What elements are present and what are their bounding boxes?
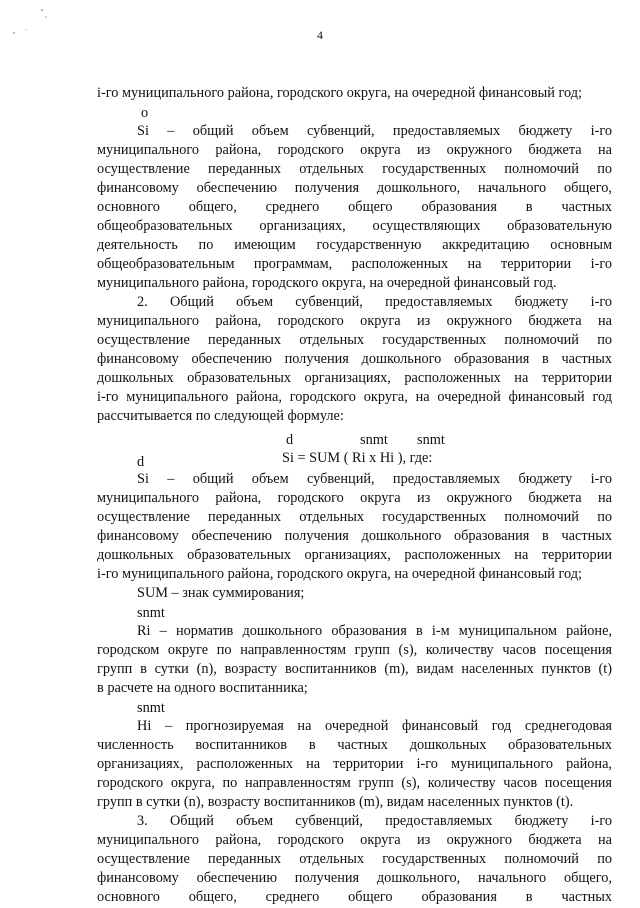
text-line: организациях, расположенных на территории i-го муниципального района, (97, 756, 612, 772)
text-line: i-го муниципального района, городского округа, на очередной финансовый год; (97, 566, 582, 582)
formula-body: Si = SUM ( Ri x Hi ), где: (282, 450, 433, 466)
text-line: snmt (137, 605, 165, 621)
text-line: муниципального района, городского округа из окружного бюджета на (97, 313, 612, 329)
text-line: муниципального района, городского округа из окружного бюджета на (97, 490, 612, 506)
text-line: осуществление переданных отдельных государственных полномочий по (97, 851, 612, 867)
text-line: городском округе по направленностям групп (s), количеству часов посещения (97, 642, 612, 658)
text-line: Si – общий объем субвенций, предоставляемых бюджету i-го (137, 123, 612, 139)
text-line: осуществление переданных отдельных государственных полномочий по (97, 509, 612, 525)
text-line: Ri – норматив дошкольного образования в i-м муниципальном районе, (137, 623, 612, 639)
text-line: i-го муниципального района, городского округа, на очередной финансовый год; (97, 85, 582, 101)
text-line: рассчитывается по следующей формуле: (97, 408, 344, 424)
text-line: snmt (137, 700, 165, 716)
text-line: финансовому обеспечению получения дошкольного, начального общего, (97, 180, 612, 196)
page-number: 4 (317, 28, 323, 42)
text-line: дошкольных образовательных организациях, расположенных на территории (97, 370, 612, 386)
text-line: дошкольных образовательных организациях, расположенных на территории (97, 547, 612, 563)
text-line: Si – общий объем субвенций, предоставляемых бюджету i-го (137, 471, 612, 487)
text-line: d (137, 454, 145, 470)
formula-sup-snmt-r: snmt (360, 432, 388, 448)
text-line: финансовому обеспечению получения дошкольного образования в частных (97, 528, 612, 544)
text-line: SUM – знак суммирования; (137, 585, 305, 601)
text-line: Hi – прогнозируемая на очередной финансовый год среднегодовая (137, 718, 612, 734)
text-line: городского округа, по направленностям групп (s), количеству часов посещения (97, 775, 612, 791)
text-line: общеобразовательным программам, расположенных на территории i-го (97, 256, 612, 272)
text-line: муниципального района, городского округа из окружного бюджета на (97, 142, 612, 158)
text-line: муниципального района, городского округа, на очередной финансовый год. (97, 275, 557, 291)
text-line: групп в сутки (n), возрасту воспитанников (m), видам населенных пунктов (t) (97, 661, 612, 677)
text-line: 2. Общий объем субвенций, предоставляемых бюджету i-го (137, 294, 612, 310)
text-line: финансовому обеспечению получения дошкольного образования в частных (97, 351, 612, 367)
text-line: муниципального района, городского округа из окружного бюджета на (97, 832, 612, 848)
text-line: финансовому обеспечению получения дошкольного, начального общего, (97, 870, 612, 886)
text-line: групп в сутки (n), возрасту воспитанников (m), видам населенных пунктов (t). (97, 794, 574, 810)
text-line: численность воспитанников в частных дошкольных образовательных (97, 737, 612, 753)
text-line: общеобразовательных организациях, осуществляющих образовательную (97, 218, 612, 234)
text-line: деятельность по имеющим государственную аккредитацию основным (97, 237, 612, 253)
text-line: осуществление переданных отдельных государственных полномочий по (97, 161, 612, 177)
text-line: i-го муниципального района, городского округа, на очередной финансовый год (97, 389, 612, 405)
text-line: о (141, 105, 149, 121)
formula-sup-d: d (286, 432, 294, 448)
text-line: основного общего, среднего общего образования в частных (97, 199, 612, 215)
text-line: осуществление переданных отдельных государственных полномочий по (97, 332, 612, 348)
text-line: 3. Общий объем субвенций, предоставляемых бюджету i-го (137, 813, 612, 829)
formula-sup-snmt-h: snmt (417, 432, 445, 448)
text-line: в расчете на одного воспитанника; (97, 680, 308, 696)
text-line: основного общего, среднего общего образования в частных (97, 889, 612, 905)
